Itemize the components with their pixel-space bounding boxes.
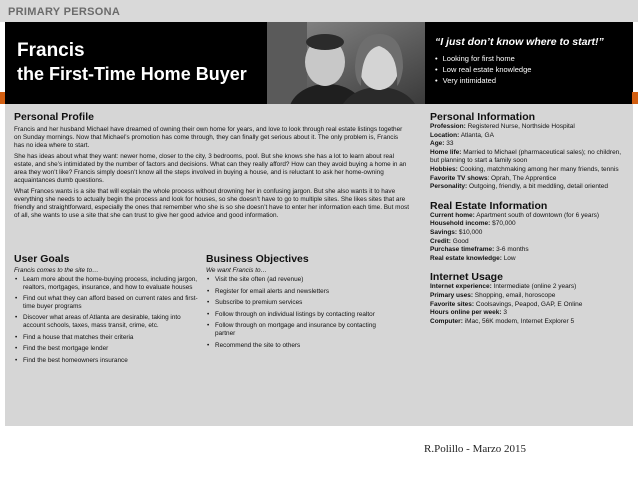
- info-label: Household income:: [430, 220, 491, 228]
- footer-credit: R.Polillo - Marzo 2015: [424, 443, 527, 455]
- business-objectives-section: [206, 253, 396, 353]
- info-row: [430, 123, 628, 132]
- info-row: [430, 175, 628, 184]
- trait-item: • Low real estate knowledge: [435, 64, 531, 75]
- info-value: Apartment south of downtown (for 6 years): [474, 211, 600, 219]
- list-item: • Discover what areas of Atlanta are desirable, taking into account schools, taxes, mass transit, crime, etc.: [14, 314, 199, 329]
- list-item: • Recommend the site to others: [206, 342, 396, 350]
- info-row: [430, 132, 628, 141]
- persona-details-panel: [5, 104, 633, 426]
- info-label: Computer:: [430, 317, 463, 325]
- info-row: [430, 255, 628, 264]
- trait-item: • Very intimidated: [435, 75, 531, 86]
- info-column: [430, 111, 628, 326]
- list-item: • Register for email alerts and newsletters: [206, 288, 396, 296]
- personal-profile-section: [14, 111, 410, 220]
- list-item: • Subscribe to premium services: [206, 299, 396, 307]
- info-label: Profession:: [430, 123, 466, 130]
- accent-bar-left: [0, 92, 5, 104]
- info-value: 3-6 months: [494, 246, 529, 254]
- info-row: [430, 238, 628, 247]
- info-value: Good: [450, 237, 469, 245]
- info-label: Primary uses:: [430, 291, 473, 299]
- info-label: Favorite TV shows: [430, 174, 488, 182]
- info-row: [430, 166, 628, 175]
- info-label: Savings:: [430, 228, 458, 236]
- info-value: Shopping, email, horoscope: [473, 291, 556, 299]
- section-title: Internet Usage: [430, 271, 503, 284]
- info-label: Current home:: [430, 211, 475, 219]
- section-intro: We want Francis to…: [206, 267, 267, 274]
- info-value: 33: [444, 140, 454, 148]
- section-intro: Francis comes to the site to…: [14, 267, 99, 274]
- list-item: • Visit the site often (ad revenue): [206, 276, 396, 284]
- persona-header: [5, 22, 633, 104]
- profile-paragraph: She has ideas about what they want: newer home, closer to the city, 3 bedrooms, pool. But she knows she has a lot to learn about real estate, and she’s intimidated by the number of factors and decisions. What can they really afford? How can they avoid buying a home in an area they won’t like? Francis simply doesn’t know all the steps involved in buying a house, and is reluctant to ask her home-owning acquaintances dumb questions.: [14, 153, 407, 184]
- info-value: Outgoing, friendly, a bit meddling, detail oriented: [467, 183, 609, 191]
- persona-key-traits: [435, 53, 531, 86]
- info-value: iMac, 56K modem, Internet Explorer 5: [462, 317, 575, 325]
- section-title: Personal Information: [430, 111, 536, 123]
- info-value: $10,000: [457, 228, 483, 236]
- info-label: Location:: [430, 131, 460, 139]
- list-item: • Find out what they can afford based on current rates and first-time buyer programs: [14, 295, 199, 310]
- info-value: 3: [501, 309, 507, 317]
- list-item: • Follow through on mortgage and insurance by contacting partner: [206, 322, 396, 337]
- info-value: $70,000: [490, 220, 516, 228]
- info-row: [430, 309, 628, 318]
- persona-photo: [267, 22, 425, 104]
- persona-quote: “I just don’t know where to start!”: [435, 36, 604, 48]
- info-value: Cooking, matchmaking among her many friends, tennis: [457, 165, 619, 173]
- profile-paragraph: Francis and her husband Michael have dreamed of owning their own home for years, and love to look through real estate listings together on Sunday mornings. Now that Michael’s promotion has come through, they can finally get serious about it. The only problem is, Francis has no idea where to start.: [14, 126, 403, 149]
- persona-subtitle: the First-Time Home Buyer: [17, 64, 247, 84]
- section-title: Real Estate Information: [430, 199, 548, 212]
- list-item: • Find the best mortgage lender: [14, 345, 199, 353]
- list-item: • Find the best homeowners insurance: [14, 357, 199, 365]
- info-row: [430, 246, 628, 255]
- info-row: [430, 318, 628, 327]
- info-value: : Oprah, The Apprentice: [487, 174, 557, 182]
- info-row: [430, 283, 628, 292]
- top-bar: [0, 0, 638, 22]
- section-title: Personal Profile: [14, 111, 94, 123]
- persona-name: Francis: [17, 40, 85, 61]
- persona-type-label: PRIMARY PERSONA: [8, 6, 121, 18]
- info-row: [430, 140, 628, 149]
- section-title: Business Objectives: [206, 253, 309, 265]
- info-row: [430, 292, 628, 301]
- info-label: Home life:: [430, 148, 462, 156]
- info-row: [430, 212, 628, 221]
- info-value: Registered Nurse, Northside Hospital: [465, 123, 575, 130]
- info-label: Internet experience:: [430, 283, 492, 291]
- info-value: Married to Michael (pharmaceutical sales); no children, but planning to start a family soon: [430, 148, 622, 165]
- info-value: Intermediate (online 2 years): [491, 283, 577, 291]
- info-label: Credit:: [430, 237, 451, 245]
- info-row: [430, 149, 628, 166]
- info-label: Hours online per week:: [430, 309, 502, 317]
- section-title: User Goals: [14, 253, 70, 265]
- info-row: [430, 301, 628, 310]
- info-value: Low: [501, 254, 516, 262]
- info-label: Real estate knowledge:: [430, 254, 502, 262]
- info-label: Hobbies:: [430, 165, 458, 173]
- info-label: Favorite sites:: [430, 300, 475, 308]
- info-label: Personality:: [430, 183, 468, 191]
- info-row: [430, 220, 628, 229]
- accent-bar-right: [632, 92, 638, 104]
- info-value: Atlanta, GA: [459, 131, 494, 139]
- info-value: Coolsavings, Peapod, GAP, E Online: [474, 300, 583, 308]
- trait-item: • Looking for first home: [435, 53, 531, 64]
- info-row: [430, 183, 628, 192]
- profile-paragraph: What Frances wants is a site that will explain the whole process without drowning her in confusing jargon. But she also wants it to have everything she needs to actually begin the process and look for houses, so she doesn’t have to go to multiple sites. She likes sites that are friendly and straightforward, especially the ones that remember who she is so she doesn’t have to enter her information each time. But most of all, she wants to use a site that she can trust to give her good advice and good information.: [14, 188, 410, 219]
- info-row: [430, 229, 628, 238]
- user-goals-section: [14, 253, 199, 368]
- info-label: Purchase timeframe:: [430, 246, 495, 254]
- info-label: Age:: [430, 140, 445, 148]
- list-item: • Learn more about the home-buying process, including jargon, realtors, mortgages, insurance, and how to evaluate houses: [14, 276, 199, 291]
- list-item: • Follow through on individual listings by contacting realtor: [206, 311, 396, 319]
- list-item: • Find a house that matches their criteria: [14, 334, 199, 342]
